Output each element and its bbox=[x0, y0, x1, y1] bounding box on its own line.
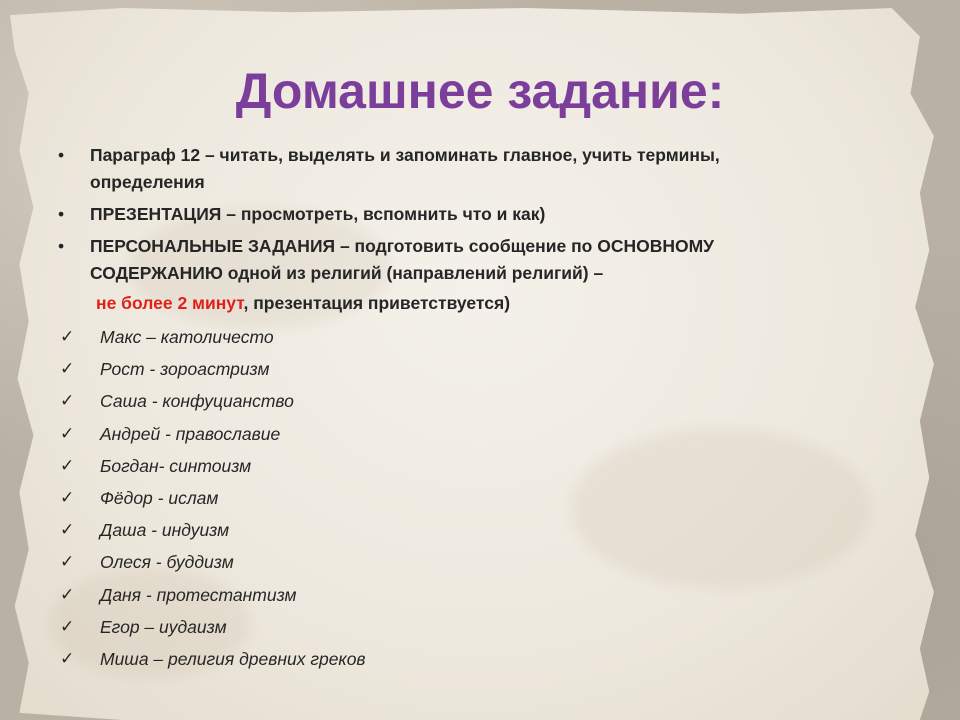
bullet-line: ПЕРСОНАЛЬНЫЕ ЗАДАНИЯ – подготовить сообщение по ОСНОВНОМУ bbox=[90, 236, 715, 256]
time-limit-note bbox=[58, 290, 848, 316]
checkmark-icon: ✓ bbox=[60, 359, 75, 379]
assignment-item bbox=[58, 579, 848, 611]
time-limit-rest: , презентация приветствуется) bbox=[243, 293, 511, 313]
bullet-dot: • bbox=[58, 204, 65, 224]
bullet-dot: • bbox=[58, 145, 65, 165]
bullet-item bbox=[58, 201, 848, 228]
bullet-line: ПРЕЗЕНТАЦИЯ – просмотреть, вспомнить что и как) bbox=[90, 204, 546, 224]
checkmark-icon: ✓ bbox=[60, 584, 75, 604]
assignment-item bbox=[58, 321, 848, 353]
checkmark-icon: ✓ bbox=[60, 487, 75, 507]
assignment-item bbox=[58, 611, 848, 643]
bullet-line: определения bbox=[90, 172, 205, 192]
assignment-item bbox=[58, 450, 848, 482]
slide-title: Домашнее задание: bbox=[235, 63, 725, 119]
assignment-item bbox=[58, 643, 848, 675]
assignment-text: Олеся - буддизм bbox=[100, 552, 234, 573]
assignment-text: Саша - конфуцианство bbox=[100, 391, 294, 412]
checkmark-icon: ✓ bbox=[60, 520, 75, 540]
checkmark-icon: ✓ bbox=[60, 455, 75, 475]
checkmark-icon: ✓ bbox=[60, 648, 75, 668]
checkmark-icon: ✓ bbox=[60, 552, 75, 572]
checkmark-icon: ✓ bbox=[60, 616, 75, 636]
assignment-text: Макс – католичесто bbox=[100, 327, 274, 347]
assignment-text: Андрей - православие bbox=[100, 423, 281, 444]
assignment-item bbox=[58, 353, 848, 385]
slide-content bbox=[58, 142, 848, 675]
bullet-item bbox=[58, 233, 848, 287]
time-limit-highlight: не более 2 минут bbox=[96, 293, 244, 313]
bullet-item bbox=[58, 142, 848, 196]
checkmark-icon: ✓ bbox=[60, 327, 75, 346]
assignment-list bbox=[58, 321, 848, 675]
assignment-item bbox=[58, 385, 848, 417]
assignment-text: Даша - индуизм bbox=[100, 520, 230, 541]
bullet-line: СОДЕРЖАНИЮ одной из религий (направлений религий) – bbox=[90, 263, 604, 283]
assignment-text: Фёдор - ислам bbox=[100, 487, 219, 508]
assignment-item bbox=[58, 514, 848, 546]
assignment-item bbox=[58, 418, 848, 450]
bullet-line: Параграф 12 – читать, выделять и запоминать главное, учить термины, bbox=[90, 145, 720, 165]
checkmark-icon: ✓ bbox=[60, 423, 75, 443]
assignment-text: Рост - зороастризм bbox=[100, 359, 270, 380]
assignment-text: Даня - протестантизм bbox=[100, 584, 297, 605]
assignment-item bbox=[58, 482, 848, 514]
assignment-text: Миша – религия древних греков bbox=[100, 648, 366, 669]
assignment-item bbox=[58, 546, 848, 578]
assignment-text: Богдан- синтоизм bbox=[100, 455, 252, 476]
bullet-dot: • bbox=[58, 236, 65, 256]
assignment-text: Егор – иудаизм bbox=[100, 616, 227, 637]
checkmark-icon: ✓ bbox=[60, 391, 75, 411]
